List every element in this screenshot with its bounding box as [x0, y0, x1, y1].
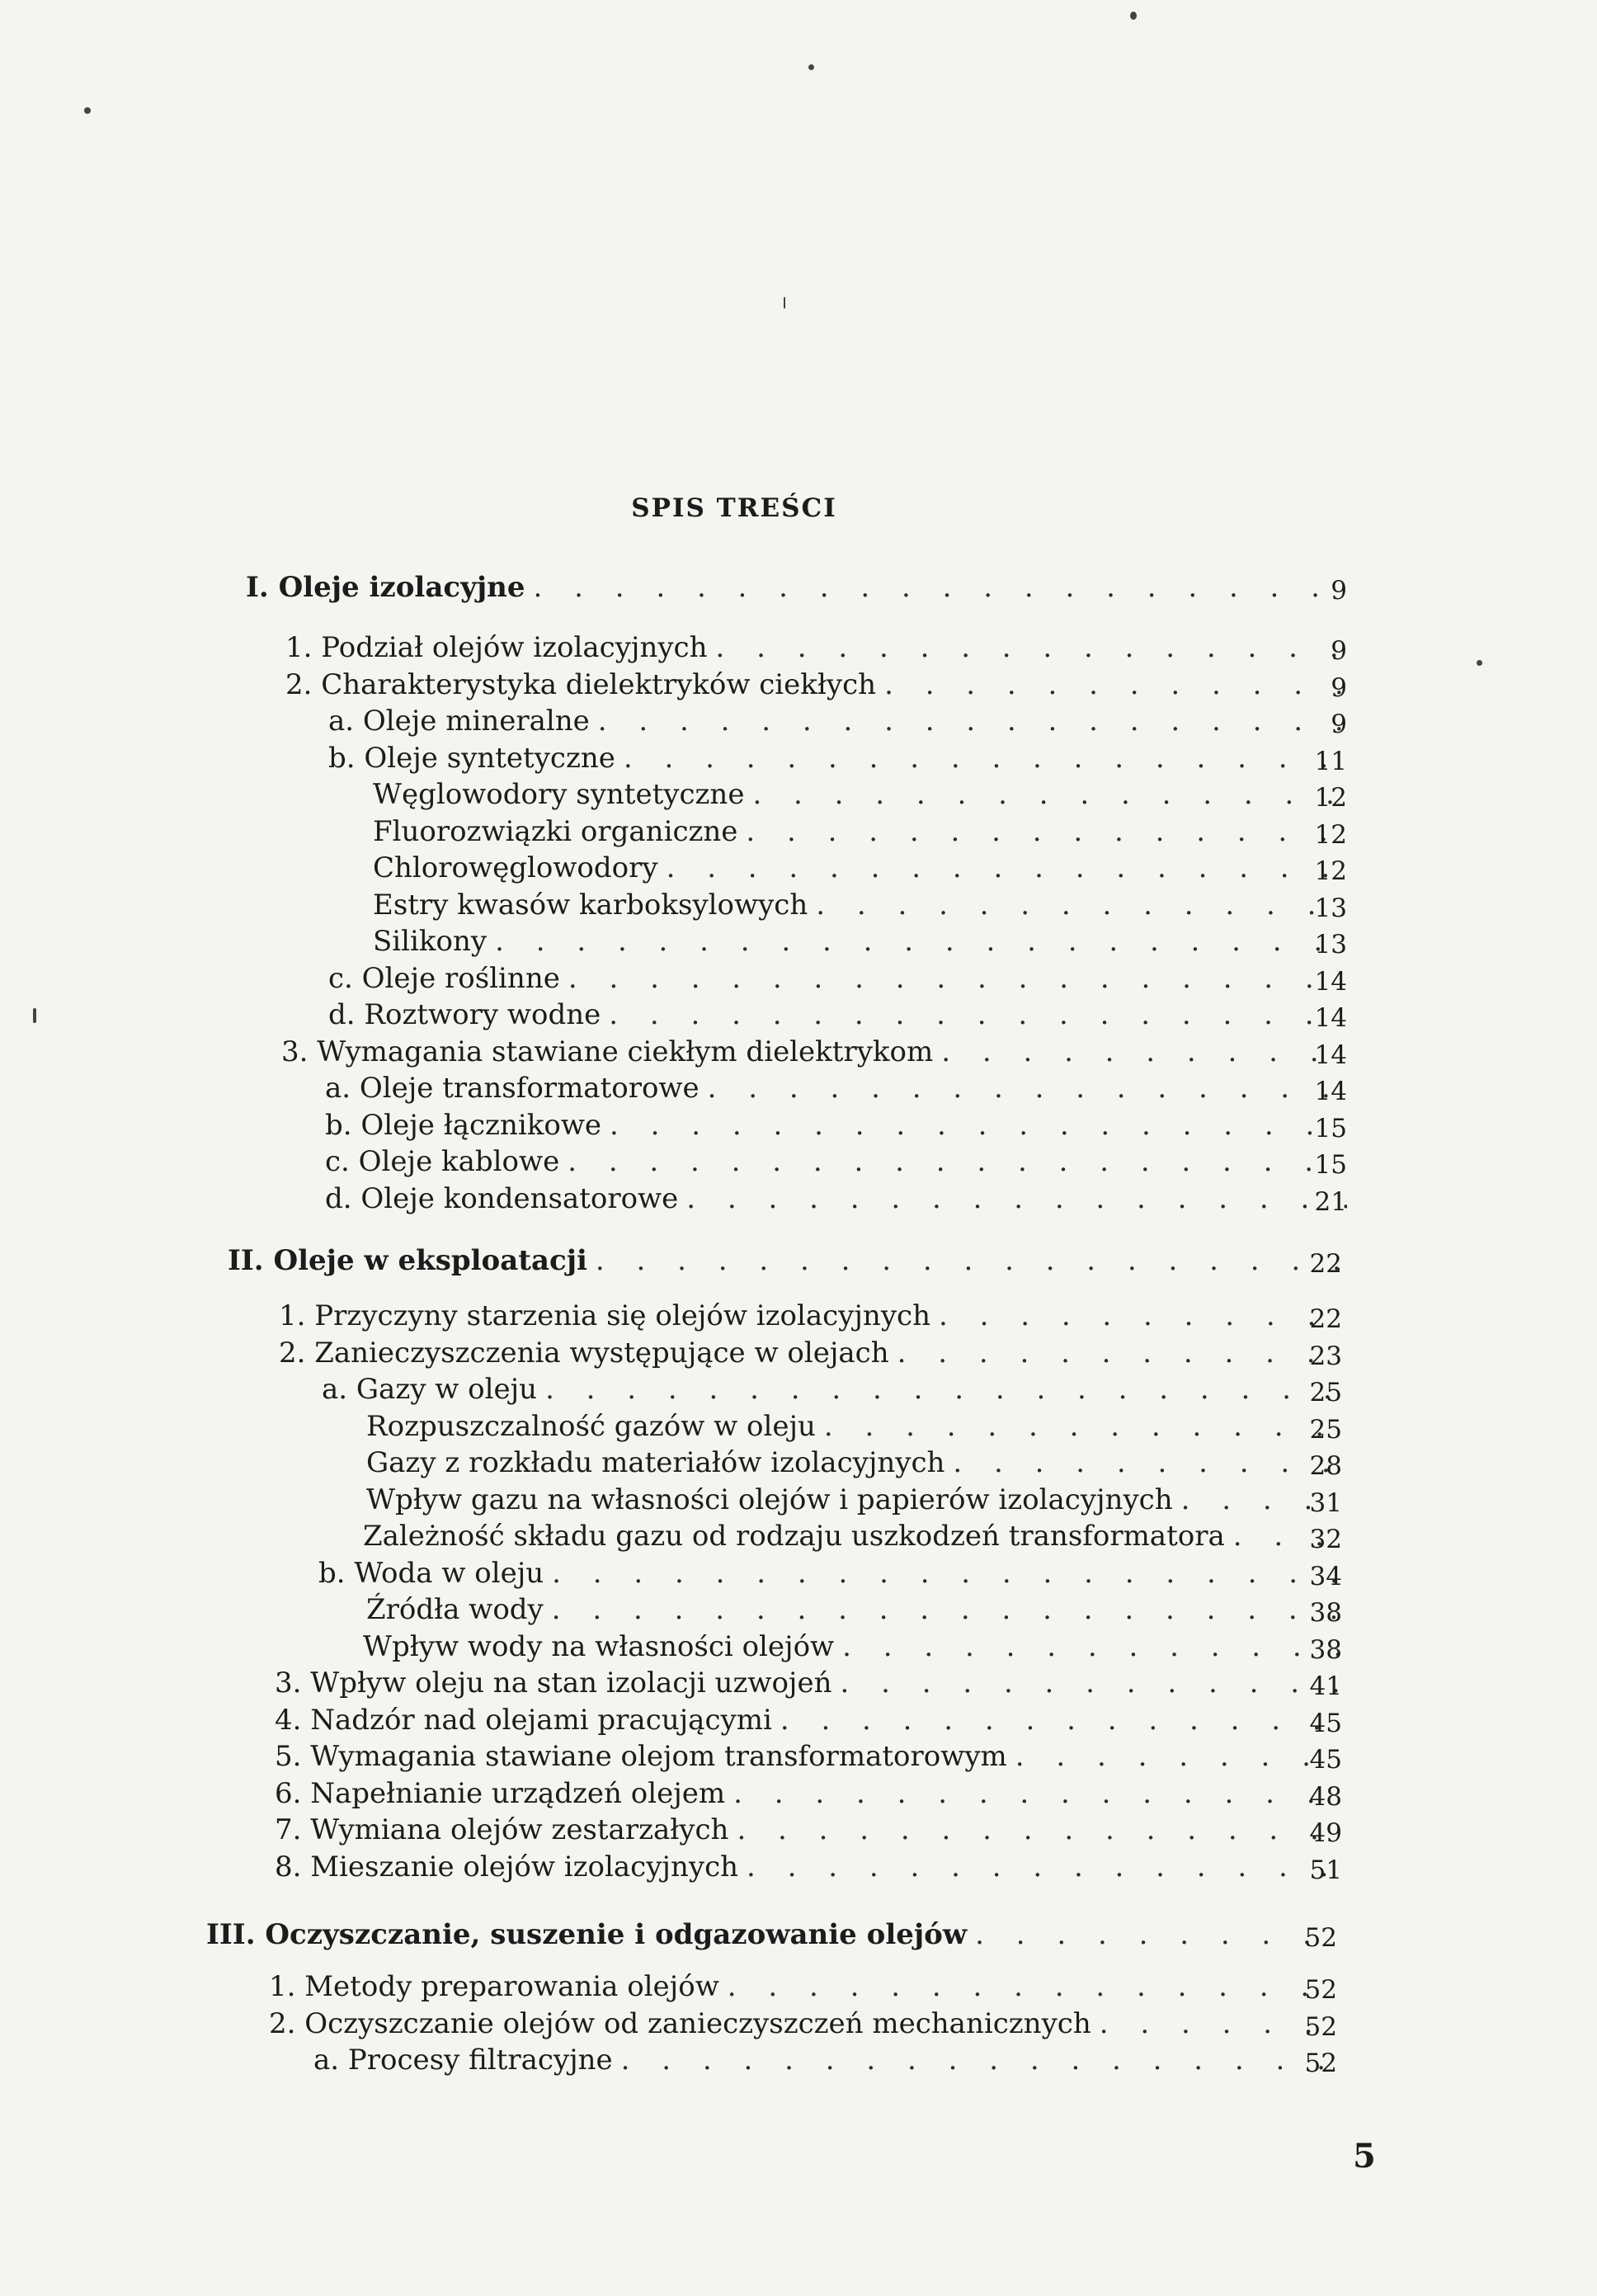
toc-page: 49: [1309, 1818, 1342, 1848]
leader-dots: [884, 668, 1347, 701]
toc-label: 6. Napełnianie urządzeń olejem: [275, 1777, 726, 1810]
toc-label: III. Oczyszczanie, suszenie i odgazowanie olejów: [206, 1918, 968, 1951]
toc-page: 9: [1331, 710, 1347, 739]
toc-entry: [325, 1145, 1347, 1181]
toc-page: 13: [1314, 893, 1347, 923]
leader-dots: [780, 1704, 1342, 1737]
leader-dots: [939, 1299, 1342, 1332]
toc-label: 4. Nadzór nad olejami pracującymi: [275, 1704, 772, 1737]
toc-entry: [275, 1667, 1342, 1703]
leader-dots: [708, 1072, 1347, 1105]
leader-dots: [545, 1373, 1342, 1406]
toc-page: 25: [1309, 1378, 1342, 1407]
toc-entry: [373, 889, 1347, 925]
toc-page: 52: [1304, 1975, 1337, 2005]
toc-entry: [275, 1740, 1342, 1776]
toc-page: 51: [1309, 1855, 1342, 1885]
toc-page: 41: [1309, 1671, 1342, 1701]
toc-entry: [325, 1072, 1347, 1108]
toc-page: 12: [1314, 783, 1347, 813]
toc-label: Estry kwasów karboksylowych: [373, 889, 808, 922]
leader-dots: [624, 742, 1347, 775]
toc-page: 22: [1309, 1249, 1342, 1279]
toc-page: 32: [1309, 1525, 1342, 1554]
page-number: 5: [1353, 2137, 1376, 2176]
leader-dots: [716, 631, 1348, 664]
toc-entry: [373, 815, 1347, 851]
toc-label: 2. Oczyszczanie olejów od zanieczyszczeń mechanicznych: [269, 2007, 1091, 2040]
toc-label: 3. Wpływ oleju na stan izolacji uzwojeń: [275, 1667, 832, 1700]
toc-entry: [269, 1970, 1337, 2006]
toc-page: 13: [1314, 930, 1347, 959]
toc-label: I. Oleje izolacyjne: [246, 571, 525, 604]
leader-dots: [975, 1918, 1337, 1951]
toc-page: 11: [1314, 747, 1347, 776]
scan-speck: [84, 107, 91, 114]
leader-dots: [533, 571, 1347, 604]
leader-dots: [495, 925, 1347, 958]
toc-label: Wpływ gazu na własności olejów i papierów izolacyjnych: [366, 1483, 1173, 1516]
toc-page: 9: [1331, 576, 1347, 606]
toc-entry: [279, 1337, 1342, 1373]
toc-label: 2. Zanieczyszczenia występujące w olejach: [279, 1337, 889, 1370]
toc-label: b. Oleje syntetyczne: [328, 742, 615, 775]
scan-speck: [1130, 12, 1137, 20]
toc-page: 14: [1314, 967, 1347, 997]
toc-label: Zależność składu gazu od rodzaju uszkodzeń transformatora: [363, 1520, 1225, 1553]
toc-page: 9: [1331, 636, 1347, 666]
leader-dots: [621, 2044, 1337, 2077]
toc-page: 14: [1314, 1040, 1347, 1070]
toc-entry: [366, 1410, 1342, 1446]
leader-dots: [953, 1446, 1342, 1479]
toc-page: 52: [1304, 1923, 1337, 1953]
toc-entry: [279, 1299, 1342, 1336]
toc-label: II. Oleje w eksploatacji: [228, 1244, 587, 1277]
toc-label: 7. Wymiana olejów zestarzałych: [275, 1813, 729, 1846]
toc-page: 12: [1314, 820, 1347, 850]
toc-chapter: [206, 1918, 1337, 1954]
toc-page: 22: [1309, 1304, 1342, 1334]
toc-entry: [328, 705, 1347, 741]
toc-entry: [373, 778, 1347, 814]
page-title: SPIS TREŚCI: [631, 493, 837, 523]
leader-dots: [686, 1182, 1347, 1215]
toc-label: a. Procesy filtracyjne: [313, 2044, 613, 2077]
toc-page: 48: [1309, 1782, 1342, 1812]
toc-page: 38: [1309, 1598, 1342, 1628]
toc-label: c. Oleje kablowe: [325, 1145, 560, 1178]
toc-page: 9: [1331, 673, 1347, 703]
leader-dots: [610, 1109, 1347, 1142]
toc-label: b. Oleje łącznikowe: [325, 1109, 602, 1142]
toc-entry: [366, 1593, 1342, 1629]
toc-label: Silikony: [373, 925, 488, 958]
leader-dots: [840, 1667, 1342, 1700]
leader-dots: [728, 1970, 1337, 2003]
toc-entry: [285, 631, 1347, 667]
toc-entry: [275, 1704, 1342, 1740]
toc-page: 45: [1309, 1709, 1342, 1738]
toc-label: b. Woda w oleju: [318, 1557, 544, 1590]
toc-label: 3. Wymagania stawiane ciekłym dielektrykom: [281, 1035, 934, 1068]
toc-label: 8. Mieszanie olejów izolacyjnych: [275, 1850, 739, 1883]
toc-label: a. Oleje mineralne: [328, 705, 590, 738]
toc-label: 1. Przyczyny starzenia się olejów izolacyjnych: [279, 1299, 930, 1332]
toc-label: 1. Podział olejów izolacyjnych: [285, 631, 708, 664]
toc-label: Wpływ wody na własności olejów: [363, 1630, 835, 1663]
leader-dots: [816, 889, 1347, 922]
leader-dots: [842, 1630, 1342, 1663]
leader-dots: [568, 1145, 1347, 1178]
leader-dots: [897, 1337, 1342, 1370]
toc-chapter: [246, 571, 1347, 607]
scan-speck: [33, 1008, 36, 1023]
leader-dots: [552, 1593, 1342, 1626]
toc-label: Fluorozwiązki organiczne: [373, 815, 738, 848]
leader-dots: [752, 778, 1347, 811]
toc-entry: [373, 925, 1347, 961]
toc-entry: [281, 1035, 1347, 1072]
toc-entry: [373, 851, 1347, 888]
toc-label: Chlorowęglowodory: [373, 851, 658, 884]
toc-entry: [318, 1557, 1342, 1593]
toc-label: 2. Charakterystyka dielektryków ciekłych: [285, 668, 877, 701]
toc-label: a. Gazy w oleju: [322, 1373, 538, 1406]
scan-speck: [808, 64, 814, 70]
toc-page: 52: [1304, 2012, 1337, 2042]
toc-entry: [328, 742, 1347, 778]
leader-dots: [733, 1777, 1342, 1810]
toc-entry: [275, 1850, 1342, 1887]
toc-label: a. Oleje transformatorowe: [325, 1072, 700, 1105]
toc-entry: [328, 962, 1347, 998]
leader-dots: [747, 1850, 1342, 1883]
leader-dots: [598, 705, 1347, 738]
toc-entry: [325, 1109, 1347, 1145]
toc-page: 25: [1309, 1415, 1342, 1445]
toc-entry: [322, 1373, 1342, 1409]
toc-entry: [363, 1520, 1342, 1556]
toc-label: c. Oleje roślinne: [328, 962, 560, 995]
toc-page: 21: [1314, 1187, 1347, 1217]
toc-entry: [325, 1182, 1347, 1219]
toc-label: 5. Wymagania stawiane olejom transformatorowym: [275, 1740, 1007, 1773]
scan-speck: [1477, 660, 1482, 666]
scan-speck: [784, 297, 785, 309]
toc-page: 15: [1314, 1114, 1347, 1143]
leader-dots: [746, 815, 1347, 848]
toc-page: 52: [1304, 2048, 1337, 2078]
leader-dots: [568, 962, 1347, 995]
leader-dots: [596, 1244, 1342, 1277]
toc-page: 12: [1314, 856, 1347, 886]
toc-page: 15: [1314, 1150, 1347, 1180]
toc-entry: [313, 2044, 1337, 2080]
toc-label: Gazy z rozkładu materiałów izolacyjnych: [366, 1446, 945, 1479]
toc-page: 45: [1309, 1745, 1342, 1775]
toc-entry: [363, 1630, 1342, 1667]
toc-entry: [275, 1813, 1342, 1850]
leader-dots: [609, 998, 1347, 1031]
toc-label: Węglowodory syntetyczne: [373, 778, 745, 811]
toc-page: 28: [1309, 1451, 1342, 1481]
toc-label: Źródła wody: [366, 1593, 544, 1626]
toc-chapter: [228, 1244, 1342, 1280]
toc-entry: [366, 1483, 1342, 1520]
leader-dots: [667, 851, 1347, 884]
leader-dots: [552, 1557, 1342, 1590]
toc-page: 14: [1314, 1003, 1347, 1033]
toc-label: d. Oleje kondensatorowe: [325, 1182, 679, 1215]
toc-label: d. Roztwory wodne: [328, 998, 601, 1031]
toc-entry: [328, 998, 1347, 1035]
leader-dots: [941, 1035, 1347, 1068]
toc-entry: [275, 1777, 1342, 1813]
toc-label: Rozpuszczalność gazów w oleju: [366, 1410, 816, 1443]
leader-dots: [737, 1813, 1342, 1846]
toc-page: 34: [1309, 1562, 1342, 1591]
toc-page: 31: [1309, 1488, 1342, 1518]
toc-entry: [285, 668, 1347, 705]
toc-page: 23: [1309, 1341, 1342, 1371]
leader-dots: [824, 1410, 1342, 1443]
toc-label: 1. Metody preparowania olejów: [269, 1970, 719, 2003]
toc-page: 14: [1314, 1077, 1347, 1106]
toc-page: 38: [1309, 1635, 1342, 1665]
toc-entry: [366, 1446, 1342, 1483]
toc-entry: [269, 2007, 1337, 2044]
